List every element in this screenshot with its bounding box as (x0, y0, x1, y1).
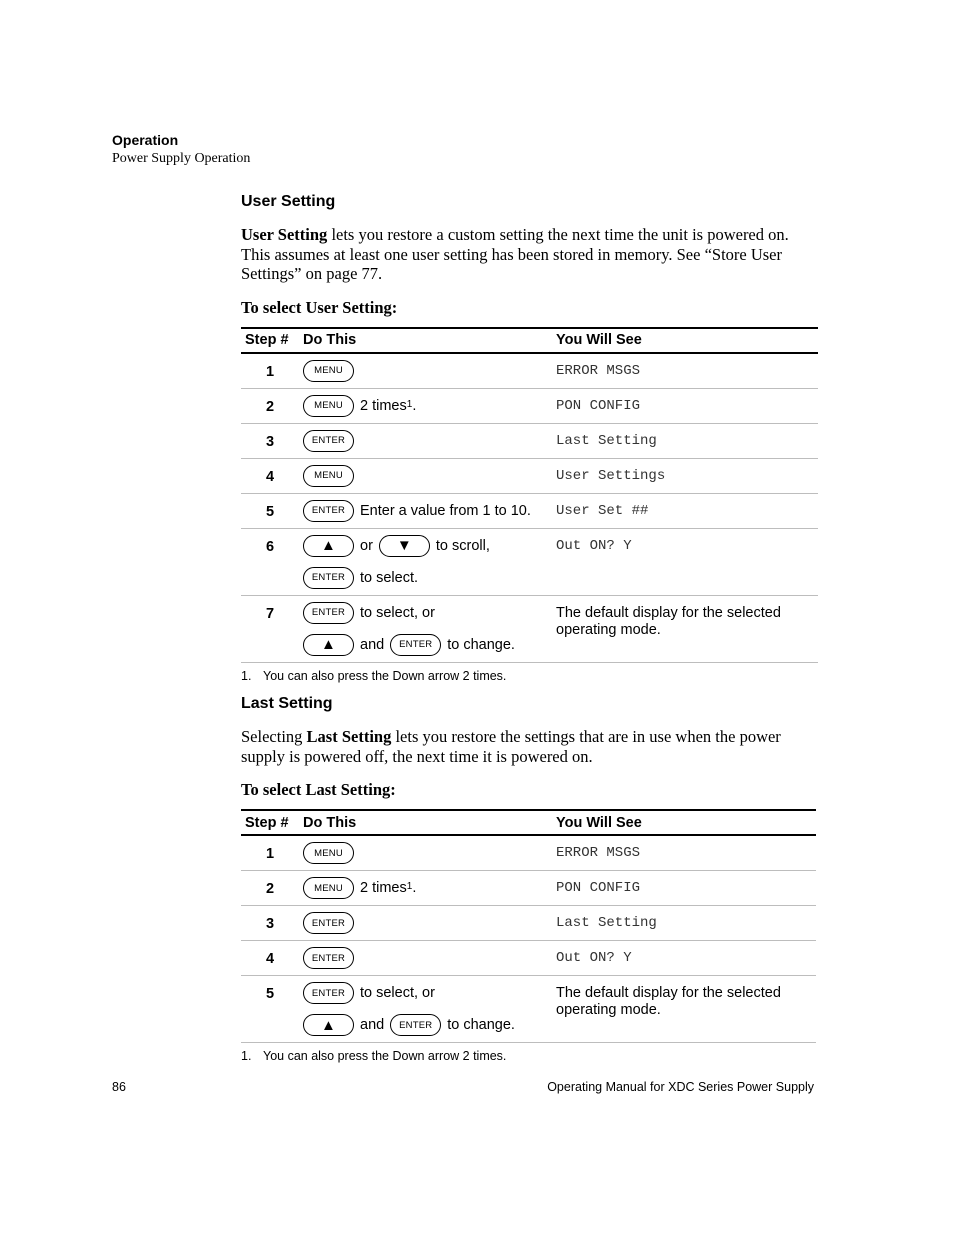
display-text: User Set ## (552, 493, 818, 528)
menu-key-icon: MENU (303, 842, 354, 864)
step-number: 3 (265, 433, 275, 450)
running-header (112, 131, 250, 168)
table-row (241, 458, 818, 493)
col-you-will-see: You Will See (552, 328, 818, 353)
instruction-text: to change. (447, 1017, 515, 1033)
display-text: Last Setting (552, 423, 818, 458)
enter-key-icon: ENTER (303, 567, 354, 589)
table-row (241, 941, 816, 976)
instruction-text: to select, or (360, 985, 435, 1001)
up-arrow-key-icon: ▲ (303, 634, 354, 656)
display-text: Last Setting (552, 906, 816, 941)
menu-key-icon: MENU (303, 465, 354, 487)
col-step: Step # (241, 328, 299, 353)
up-arrow-key-icon: ▲ (303, 535, 354, 557)
last-setting-description: lets you restore the settings that are in use when the power supply is powered off, the next time it is powered on. (241, 727, 781, 766)
enter-key-icon: ENTER (303, 430, 354, 452)
display-text: ERROR MSGS (552, 835, 816, 871)
table-row (241, 493, 818, 528)
and-text: and (360, 636, 385, 653)
step-number: 1 (265, 846, 275, 862)
col-step: Step # (241, 810, 299, 835)
step-number: 1 (265, 363, 275, 380)
step-number: 4 (265, 951, 275, 967)
last-setting-paragraph: Selecting Last Setting lets you restore the settings that are in use when the power supply is powered off, the next time it is powered on. (241, 727, 781, 766)
footnote: 1. You can also press the Down arrow 2 times. (241, 668, 507, 683)
table-row (241, 906, 816, 941)
manual-title: Operating Manual for XDC Series Power Supply (547, 1080, 814, 1094)
section-title: Operation (112, 132, 179, 148)
table-row (241, 595, 818, 662)
user-setting-section (241, 192, 818, 683)
display-description: The default display for the selected operating mode. (552, 595, 818, 662)
instruction-text: to change. (447, 636, 515, 653)
last-setting-procedure-heading: To select Last Setting: (241, 780, 396, 799)
step-number: 5 (265, 986, 275, 1002)
user-setting-paragraph (241, 225, 818, 284)
display-description: The default display for the selected operating mode. (552, 976, 816, 1043)
user-setting-term: User Setting (241, 225, 328, 244)
instruction-text: Enter a value from 1 to 10. (360, 502, 531, 519)
display-text: ERROR MSGS (552, 353, 818, 389)
table-row (241, 423, 818, 458)
page-number: 86 (112, 1080, 126, 1094)
step-number: 7 (265, 605, 275, 622)
col-do-this: Do This (299, 328, 552, 353)
display-text: Out ON? Y (552, 941, 816, 976)
step-number: 2 (265, 881, 275, 897)
display-text: User Settings (552, 458, 818, 493)
last-setting-table (241, 809, 816, 1043)
table-row (241, 528, 818, 595)
up-arrow-key-icon: ▲ (303, 1014, 354, 1036)
or-text: or (360, 537, 373, 554)
user-setting-description: lets you restore a custom setting the next time the unit is powered on. This assumes at least one user setting has been stored in memory. See “Store User Settings” on page 77. (241, 225, 789, 283)
menu-key-icon: MENU (303, 395, 354, 417)
enter-key-icon: ENTER (390, 1014, 441, 1036)
display-text: PON CONFIG (552, 388, 818, 423)
table-row (241, 353, 818, 389)
menu-key-icon: MENU (303, 360, 354, 382)
table-row: 2 MENU 2 times $^1$ . PON CONFIG (241, 871, 816, 906)
instruction-text: 2 times (360, 880, 407, 896)
step-number: 5 (265, 503, 275, 520)
instruction-text: to scroll, (435, 537, 490, 554)
user-setting-table (241, 327, 818, 663)
footnote: 1. You can also press the Down arrow 2 times. (241, 1049, 507, 1063)
user-setting-procedure-heading: To select User Setting: (241, 297, 398, 317)
last-setting-heading: Last Setting (241, 695, 333, 712)
enter-key-icon: ENTER (303, 982, 354, 1004)
col-you-will-see: You Will See (552, 810, 816, 835)
display-text: PON CONFIG (552, 871, 816, 906)
step-number: 4 (265, 468, 275, 485)
enter-key-icon: ENTER (303, 947, 354, 969)
instruction-text: to select. (360, 569, 419, 586)
step-number: 6 (265, 538, 275, 555)
menu-key-icon: MENU (303, 877, 354, 899)
last-setting-term: Last Setting (306, 727, 392, 746)
enter-key-icon: ENTER (303, 912, 354, 934)
enter-key-icon: ENTER (390, 634, 441, 656)
table-row (241, 976, 816, 1043)
table-row: 2 MENU 2 times $^1$ . PON CONFIG (241, 388, 818, 423)
instruction-text: 2 times (360, 397, 407, 414)
step-number: 3 (265, 916, 275, 932)
down-arrow-key-icon: ▼ (379, 535, 430, 557)
step-number: 2 (265, 398, 275, 415)
instruction-text: to select, or (360, 604, 435, 621)
last-setting-section (241, 694, 816, 1063)
display-text: Out ON? Y (552, 528, 818, 595)
enter-key-icon: ENTER (303, 500, 354, 522)
user-setting-heading: User Setting (241, 193, 336, 210)
enter-key-icon: ENTER (303, 602, 354, 624)
col-do-this: Do This (299, 810, 552, 835)
and-text: and (360, 1017, 385, 1033)
subsection-title: Power Supply Operation (112, 151, 251, 166)
table-row (241, 835, 816, 871)
